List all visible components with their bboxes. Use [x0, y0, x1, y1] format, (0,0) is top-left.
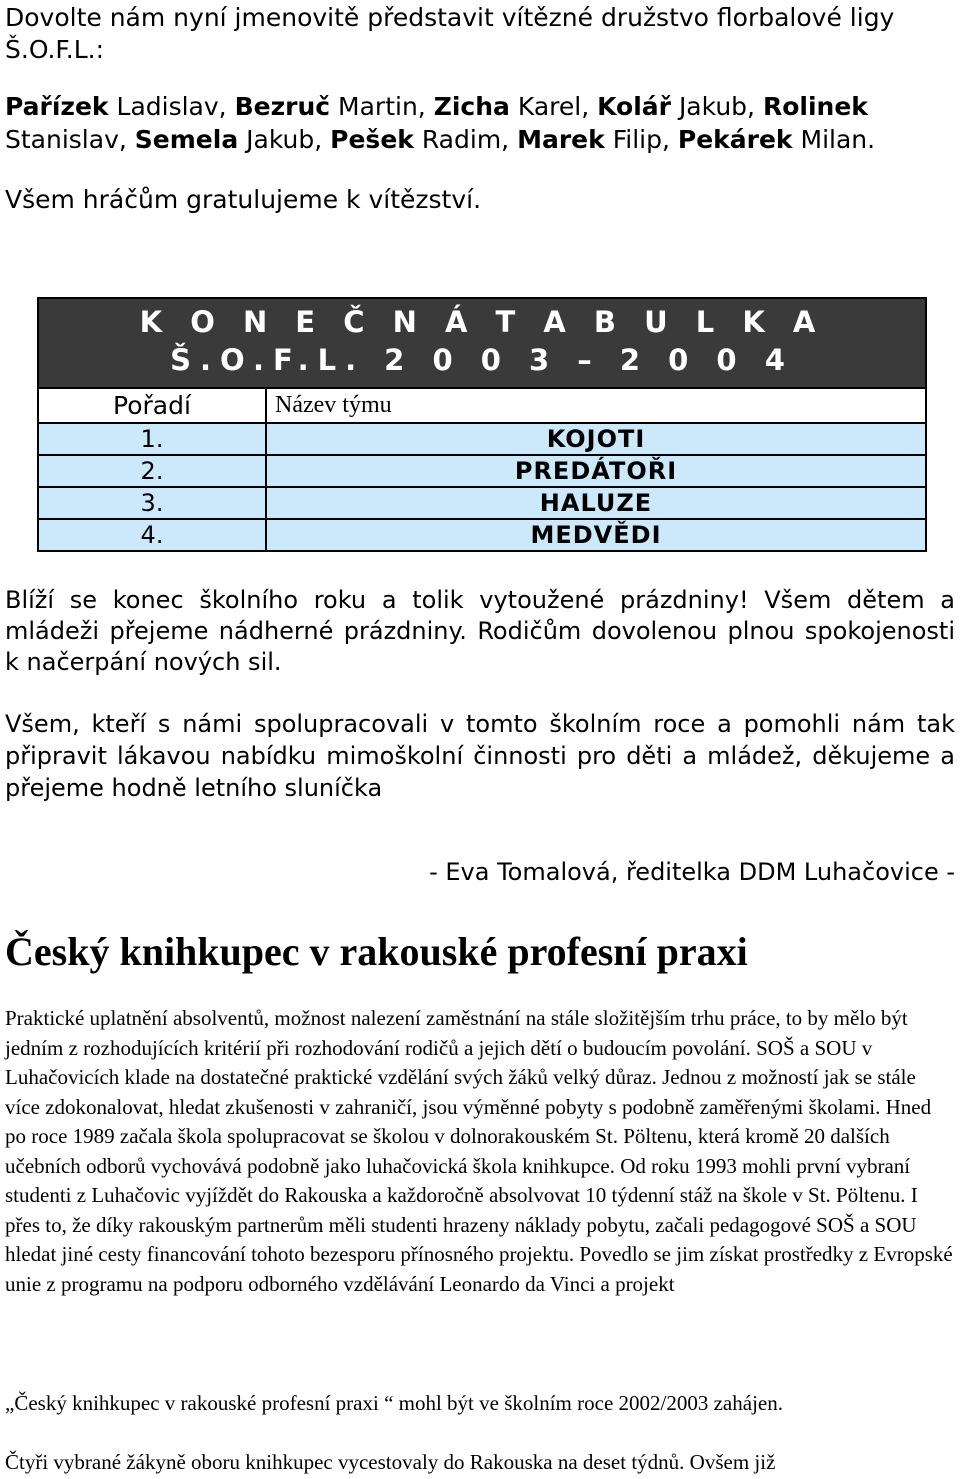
article-last-line: Čtyři vybrané žákyně oboru knihkupec vycestovaly do Rakouska na deset týdnů. Ovšem již	[5, 1450, 776, 1474]
player-surname: Kolář	[597, 92, 671, 121]
team-cell: KOJOTI	[266, 423, 926, 455]
player-name: Jakub,	[678, 92, 755, 121]
rank-cell: 2.	[38, 455, 266, 487]
table-row	[38, 487, 926, 519]
standings-table	[37, 297, 927, 552]
player-surname: Rolinek	[762, 92, 868, 121]
player-surname: Pařízek	[5, 92, 109, 121]
player-surname: Marek	[517, 125, 605, 154]
player-name: Karel,	[517, 92, 590, 121]
player-surname: Pešek	[330, 125, 414, 154]
congrats-text: Všem hráčům gratulujeme k vítězství.	[5, 185, 482, 214]
player-surname: Pekárek	[677, 125, 793, 154]
signature: - Eva Tomalová, ředitelka DDM Luhačovice -	[429, 858, 955, 886]
table-row	[38, 455, 926, 487]
team-cell: HALUZE	[266, 487, 926, 519]
rank-cell: 4.	[38, 519, 266, 551]
players-paragraph	[5, 90, 955, 156]
player-name: Stanislav,	[5, 125, 127, 154]
rank-cell: 1.	[38, 423, 266, 455]
column-header-rank: Pořadí	[38, 388, 266, 423]
player-surname: Zicha	[433, 92, 510, 121]
wish-paragraph: Blíží se konec školního roku a tolik vytoužené prázdniny! Všem dětem a mládeži přejeme nádherné prázdniny. Rodičům dovolenou plnou spokojenosti k načerpání nových sil.	[5, 586, 955, 676]
article-quote: „Český knihkupec v rakouské profesní praxi “ mohl být ve školním roce 2002/2003 zahájen.	[5, 1391, 783, 1415]
article-title: Český knihkupec v rakouské profesní praxi	[5, 929, 748, 974]
player-name: Jakub,	[246, 125, 323, 154]
player-name: Filip,	[612, 125, 670, 154]
standings-title: K O N E Č N Á T A B U L K A Š.O.F.L. 2 0 0 3 – 2 0 0 4	[38, 298, 926, 388]
player-name: Ladislav,	[116, 92, 227, 121]
table-row	[38, 519, 926, 551]
table-row	[38, 423, 926, 455]
rank-cell: 3.	[38, 487, 266, 519]
player-name: Martin,	[338, 92, 426, 121]
team-cell: MEDVĚDI	[266, 519, 926, 551]
column-header-team: Název týmu	[266, 388, 926, 423]
article-body: Praktické uplatnění absolventů, možnost nalezení zaměstnání na stále složitějším trhu práce, to by mělo být jedním z rozhodujících kritérií při rozhodování rodičů a jejich dětí o budoucím povolání. SOŠ a SOU v Luhačovicích klade na dostatečné praktické vzdělání svých žáků velký důraz. Jednou z možností jak se stále více zdokonalovat, hledat zkušenosti v zahraničí, jsou výměnné pobyty s podobně zaměřenými školami. Hned po roce 1989 začala škola spolupracovat se školou v dolnorakouském St. Pöltenu, která kromě 20 dalších učebních odborů vychovává podobně jako luhačovická škola knihkupce. Od roku 1993 mohli první vybraní studenti z Luhačovic vyjíždět do Rakouska a každoročně absolvovat 10 týdenní stáž na škole v St. Pöltenu. I přes to, že díky rakouským partnerům měli studenti hrazeny náklady pobytu, začali pedagogové SOŠ a SOU hledat jiné cesty financování tohoto bezesporu přínosného projektu. Povedlo se jim získat prostředky z Evropské unie z programu na podporu odborného vzdělávání Leonardo da Vinci a projekt	[5, 1006, 953, 1296]
player-name: Milan.	[800, 125, 876, 154]
player-surname: Semela	[134, 125, 239, 154]
team-cell: PREDÁTOŘI	[266, 455, 926, 487]
player-name: Radim,	[421, 125, 510, 154]
thanks-paragraph: Všem, kteří s námi spolupracovali v tomto školním roce a pomohli nám tak připravit lákavou nabídku mimoškolní činnosti pro děti a mládež, děkujeme a přejeme hodně letního sluníčka	[5, 710, 955, 802]
player-surname: Bezruč	[234, 92, 331, 121]
intro-paragraph: Dovolte nám nyní jmenovitě představit vítězné družstvo florbalové ligy Š.O.F.L.:	[5, 3, 895, 64]
